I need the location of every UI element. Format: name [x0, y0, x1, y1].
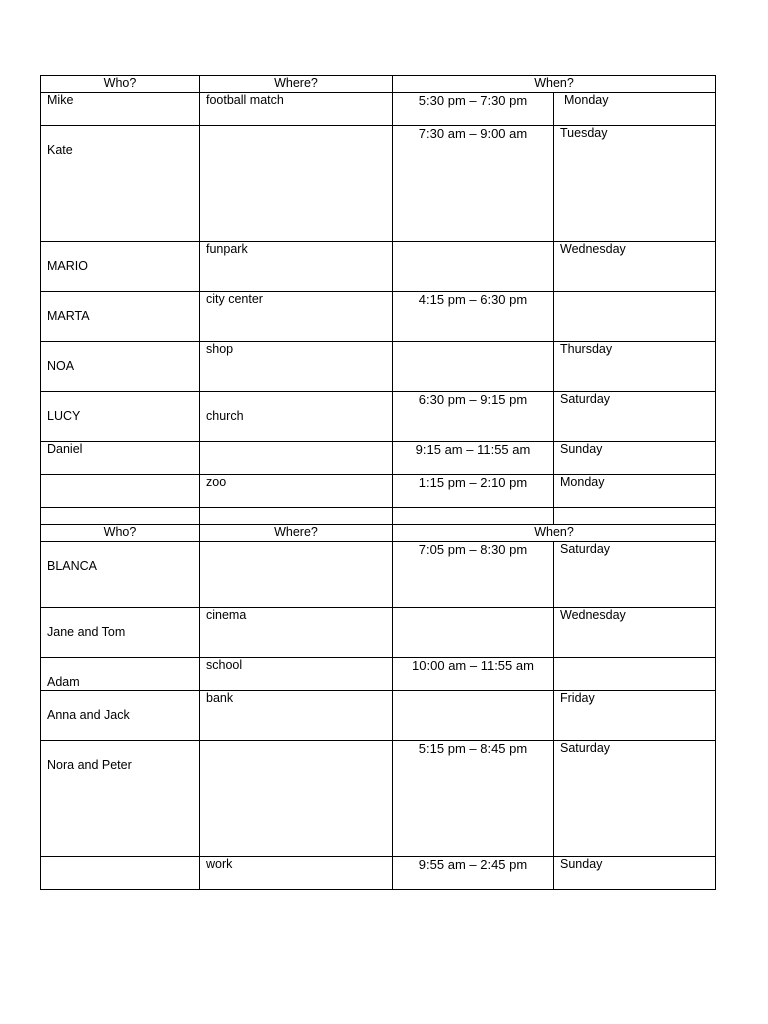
- header-where: Where?: [200, 525, 393, 542]
- table-row: [41, 126, 716, 242]
- time-cell: 4:15 pm – 6:30 pm: [393, 292, 554, 342]
- day-cell: Friday: [554, 691, 716, 741]
- day-cell: Wednesday: [554, 608, 716, 658]
- time-cell: 9:15 am – 11:55 am: [393, 442, 554, 475]
- who-cell: BLANCA: [41, 542, 200, 608]
- table-row: [41, 691, 716, 741]
- who-cell: Nora and Peter: [41, 741, 200, 857]
- day-cell: Saturday: [554, 542, 716, 608]
- where-cell: [200, 542, 393, 608]
- table-row: [41, 342, 716, 392]
- day-cell: Monday: [554, 93, 716, 126]
- header-who: Who?: [41, 76, 200, 93]
- header-row: [41, 525, 716, 542]
- time-cell: 10:00 am – 11:55 am: [393, 658, 554, 691]
- table-row: [41, 658, 716, 691]
- who-cell: MARTA: [41, 292, 200, 342]
- time-cell: [393, 691, 554, 741]
- who-cell: Mike: [41, 93, 200, 126]
- day-cell: [554, 658, 716, 691]
- day-cell: Wednesday: [554, 242, 716, 292]
- table-row: [41, 741, 716, 857]
- who-cell: Adam: [41, 658, 200, 691]
- header-when: When?: [393, 76, 716, 93]
- header-row: [41, 76, 716, 93]
- day-cell: Monday: [554, 475, 716, 508]
- table-row: [41, 542, 716, 608]
- where-cell: [200, 741, 393, 857]
- where-cell: church: [200, 392, 393, 442]
- who-cell: [41, 475, 200, 508]
- where-cell: city center: [200, 292, 393, 342]
- time-cell: 1:15 pm – 2:10 pm: [393, 475, 554, 508]
- table-row: [41, 242, 716, 292]
- table-row: [41, 442, 716, 475]
- table-row: [41, 857, 716, 890]
- time-cell: 5:15 pm – 8:45 pm: [393, 741, 554, 857]
- spacer-row: [41, 508, 716, 525]
- where-cell: shop: [200, 342, 393, 392]
- day-cell: Sunday: [554, 442, 716, 475]
- time-cell: 7:05 pm – 8:30 pm: [393, 542, 554, 608]
- day-cell: Tuesday: [554, 126, 716, 242]
- where-cell: football match: [200, 93, 393, 126]
- where-cell: work: [200, 857, 393, 890]
- table-row: [41, 608, 716, 658]
- day-cell: Saturday: [554, 741, 716, 857]
- time-cell: 9:55 am – 2:45 pm: [393, 857, 554, 890]
- table-row: [41, 475, 716, 508]
- table-row: [41, 392, 716, 442]
- who-cell: LUCY: [41, 392, 200, 442]
- time-cell: [393, 242, 554, 292]
- time-cell: 6:30 pm – 9:15 pm: [393, 392, 554, 442]
- who-cell: Daniel: [41, 442, 200, 475]
- table-row: [41, 93, 716, 126]
- where-cell: cinema: [200, 608, 393, 658]
- who-cell: Kate: [41, 126, 200, 242]
- where-cell: zoo: [200, 475, 393, 508]
- who-cell: Anna and Jack: [41, 691, 200, 741]
- schedule-table: [40, 75, 716, 890]
- table-row: [41, 292, 716, 342]
- day-cell: Sunday: [554, 857, 716, 890]
- header-when: When?: [393, 525, 716, 542]
- time-cell: [393, 342, 554, 392]
- who-cell: NOA: [41, 342, 200, 392]
- day-cell: Thursday: [554, 342, 716, 392]
- header-who: Who?: [41, 525, 200, 542]
- time-cell: 5:30 pm – 7:30 pm: [393, 93, 554, 126]
- who-cell: Jane and Tom: [41, 608, 200, 658]
- day-cell: Saturday: [554, 392, 716, 442]
- day-cell: [554, 292, 716, 342]
- where-cell: school: [200, 658, 393, 691]
- where-cell: [200, 126, 393, 242]
- header-where: Where?: [200, 76, 393, 93]
- where-cell: bank: [200, 691, 393, 741]
- time-cell: 7:30 am – 9:00 am: [393, 126, 554, 242]
- where-cell: funpark: [200, 242, 393, 292]
- who-cell: [41, 857, 200, 890]
- where-cell: [200, 442, 393, 475]
- who-cell: MARIO: [41, 242, 200, 292]
- time-cell: [393, 608, 554, 658]
